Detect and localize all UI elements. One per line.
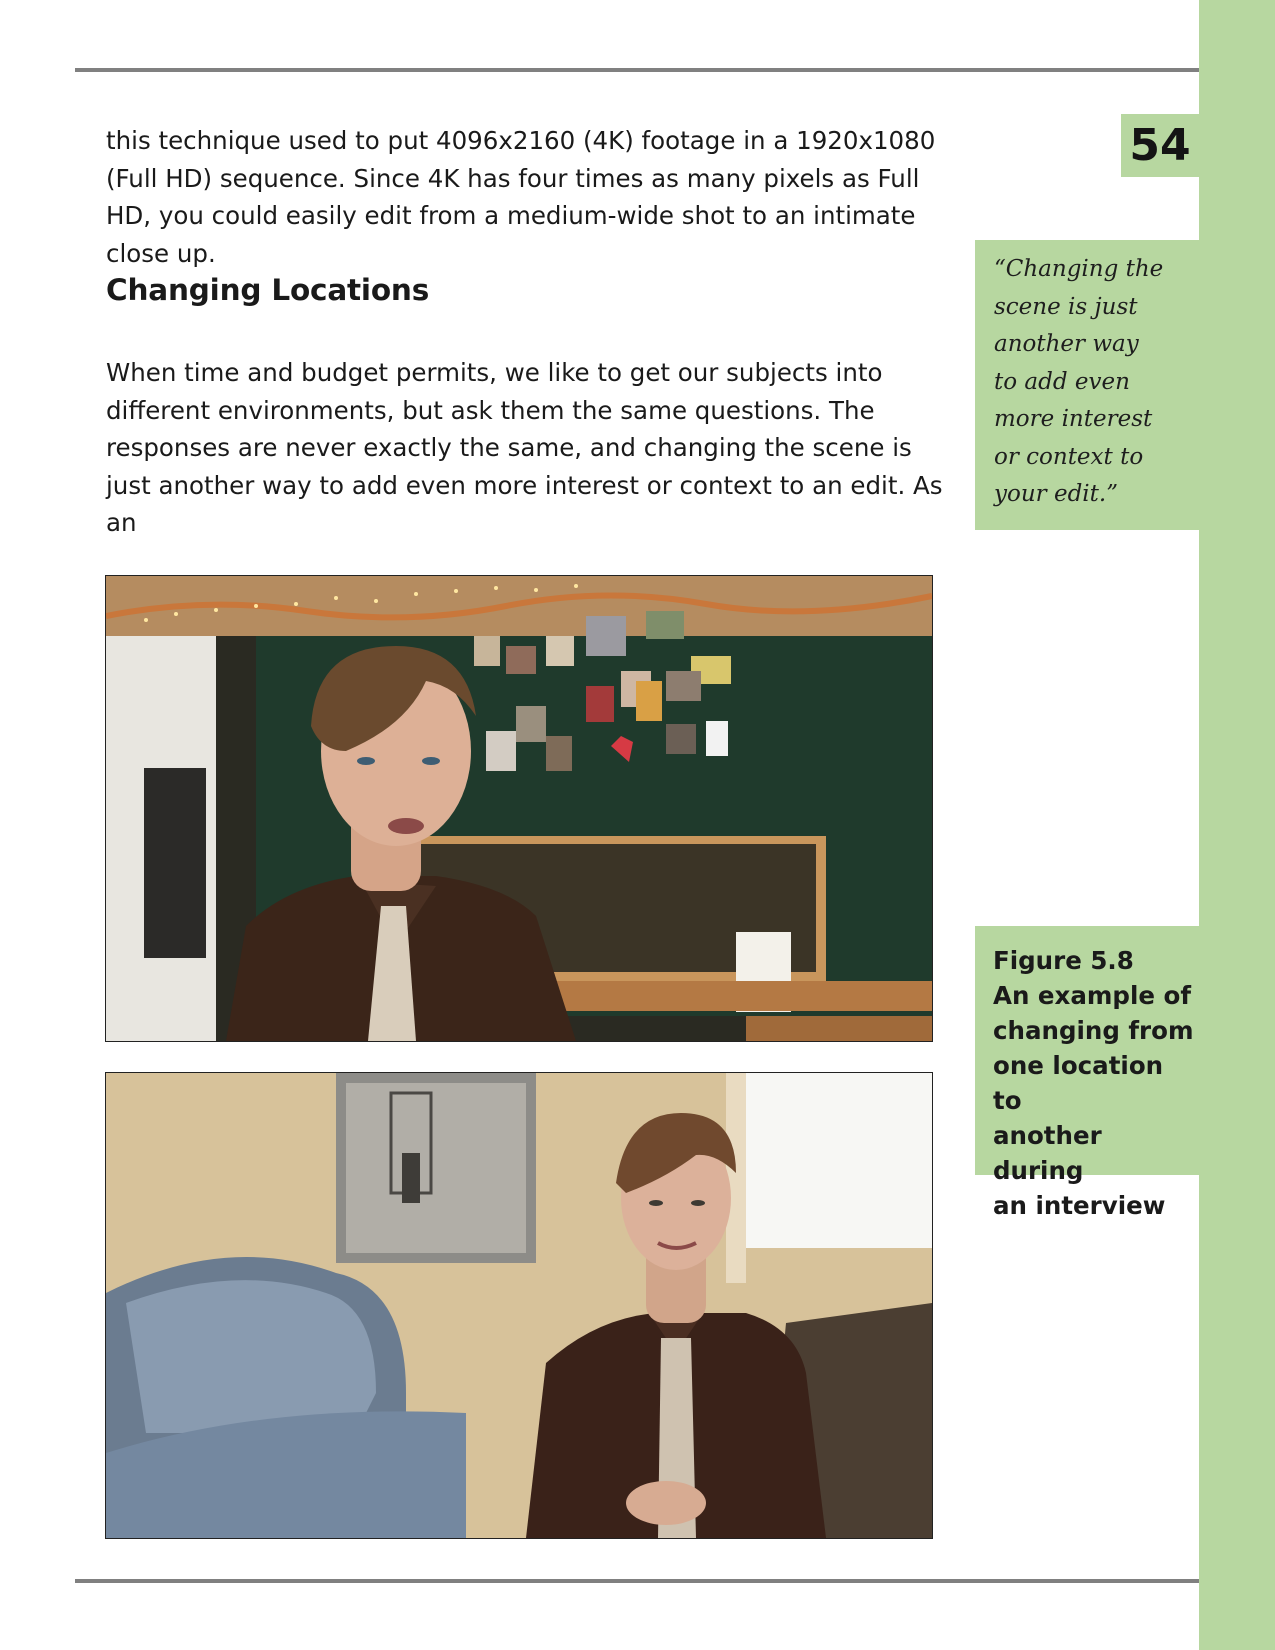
top-rule xyxy=(75,68,1199,72)
figure-caption-box xyxy=(975,926,1199,1220)
living-room-scene-image xyxy=(106,1073,932,1538)
side-band xyxy=(1199,0,1275,1650)
figure-caption-text: An example of changing from one location to another during an interview xyxy=(993,981,1194,1220)
section-heading: Changing Locations xyxy=(106,273,430,307)
body-paragraph-2: When time and budget permits, we like to get our subjects into different environments, but ask them the same questions. The responses are never exactly the same, and changing the scene is just another way to add even more interest or context to an edit. As an xyxy=(106,358,943,537)
pull-quote-box xyxy=(975,240,1199,530)
pull-quote-text: “Changing the scene is just another way to add even more interest or context to your edit.” xyxy=(994,256,1164,507)
interview-photo-living-room xyxy=(105,1072,933,1539)
body-paragraph-1: this technique used to put 4096x2160 (4K) footage in a 1920x1080 (Full HD) sequence. Since 4K has four times as many pixels as Full HD, you could easily edit from a medium-wide shot to an intimate close up. xyxy=(106,126,936,268)
figure-label: Figure 5.8 xyxy=(993,946,1134,975)
interview-photo-bedroom xyxy=(105,575,933,1042)
page-number: 54 xyxy=(1121,114,1199,177)
bottom-rule xyxy=(75,1579,1199,1583)
bedroom-scene-image xyxy=(106,576,932,1041)
